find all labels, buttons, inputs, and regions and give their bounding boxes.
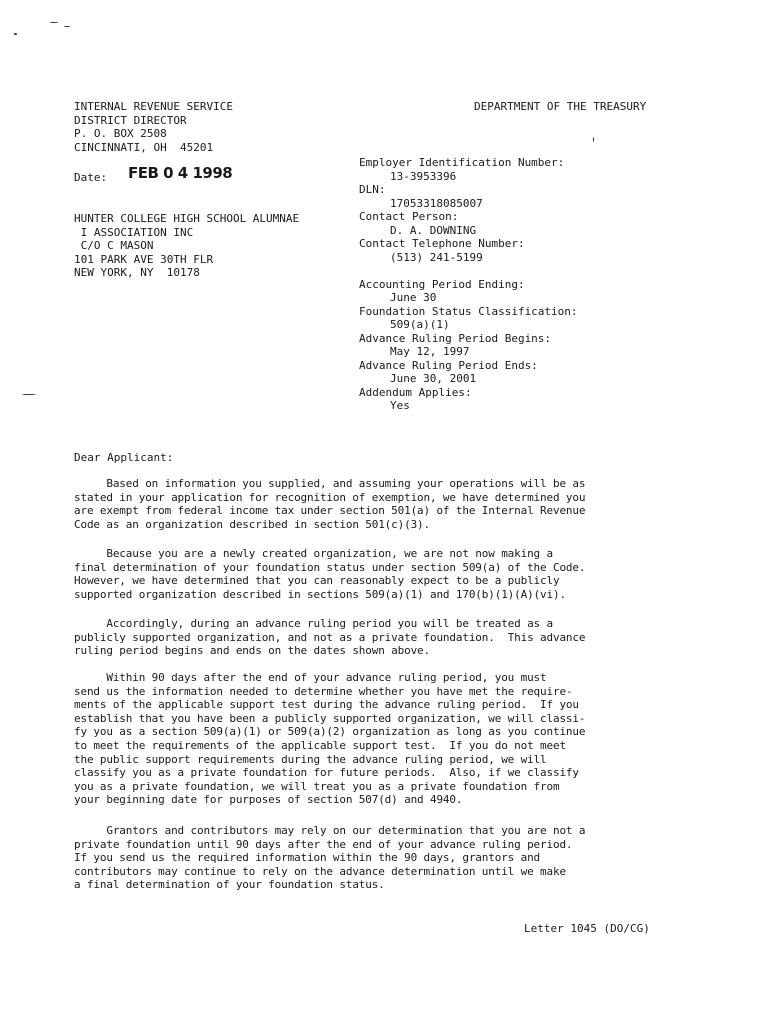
paragraph-line: fy you as a section 509(a)(1) or 509(a)(2) organization as long as you continue: [74, 725, 586, 739]
paragraph-line: supported organization described in sections 509(a)(1) and 170(b)(1)(A)(vi).: [74, 587, 566, 601]
sender-line: P. O. BOX 2508: [74, 127, 167, 140]
paragraph-line: However, we have determined that you can reasonably expect to be a publicly: [74, 574, 560, 588]
period-label: Accounting Period Ending:: [359, 277, 525, 291]
contact-label: Contact Person:: [359, 210, 459, 223]
paragraph-line: ruling period begins and ends on the dates shown above.: [74, 644, 430, 658]
paragraph-line: publicly supported organization, and not as a private foundation. This advance: [74, 630, 586, 644]
recipient-line: I ASSOCIATION INC: [74, 225, 194, 239]
sender-address: [74, 100, 233, 154]
recipient-line: HUNTER COLLEGE HIGH SCHOOL ALUMNAE: [74, 212, 300, 225]
paragraph-line: ments of the applicable support test during the advance ruling period. If you: [74, 698, 579, 712]
ein-value: 13-3953396: [390, 169, 457, 183]
paragraph-line: send us the information needed to determine whether you have met the require-: [74, 684, 573, 698]
paragraph-foundation-status: [74, 547, 674, 601]
sender-line: DISTRICT DIRECTOR: [74, 113, 187, 127]
paragraph-line: Within 90 days after the end of your advance ruling period, you must: [74, 671, 547, 684]
recipient-address: [74, 212, 299, 280]
phone-value: (513) 241-5199: [390, 250, 483, 264]
paragraph-line: Grantors and contributors may rely on our determination that you are not a: [74, 824, 586, 837]
contact-value: D. A. DOWNING: [390, 223, 477, 237]
ein-label: Employer Identification Number:: [359, 156, 565, 169]
paragraph-grantors: [74, 824, 674, 892]
dln-label: DLN:: [359, 183, 386, 196]
paragraph-line: you as a private foundation, we will treat you as a private foundation from: [74, 779, 560, 793]
recipient-line: 101 PARK AVE 30TH FLR: [74, 252, 214, 266]
paragraph-line: Because you are a newly created organization, we are not now making a: [74, 547, 553, 560]
sender-line: CINCINNATI, OH 45201: [74, 140, 214, 154]
paragraph-line: final determination of your foundation status under section 509(a) of the Code.: [74, 560, 586, 574]
paragraph-line: stated in your application for recognition of exemption, we have determined you: [74, 490, 586, 504]
sender-line: INTERNAL REVENUE SERVICE: [74, 100, 233, 113]
paragraph-line: Code as an organization described in section 501(c)(3).: [74, 517, 430, 531]
scan-speck: [14, 33, 17, 35]
recipient-line: C/O C MASON: [74, 239, 154, 252]
paragraph-line: establish that you have been a publicly supported organization, we will classi-: [74, 711, 586, 725]
addendum-value: Yes: [390, 399, 410, 412]
paragraph-line: are exempt from federal income tax under section 501(a) of the Internal Revenue: [74, 504, 586, 518]
phone-label: Contact Telephone Number:: [359, 237, 525, 250]
period-value: June 30: [390, 291, 437, 304]
ends-value: June 30, 2001: [390, 372, 477, 385]
addendum-label: Addendum Applies:: [359, 385, 472, 399]
spacer: [359, 264, 578, 278]
scan-speck: [64, 26, 70, 27]
paragraph-line: Based on information you supplied, and assuming your operations will be as: [74, 477, 586, 490]
paragraph-line: contributors may continue to rely on the advance determination until we make: [74, 864, 566, 878]
paragraph-line: a final determination of your foundation status.: [74, 878, 385, 892]
paragraph-exemption: [74, 477, 674, 531]
scan-speck: [50, 22, 58, 23]
info-block: [359, 156, 578, 413]
begins-value: May 12, 1997: [390, 345, 470, 358]
foundation-label: Foundation Status Classification:: [359, 304, 578, 318]
scan-speck: [22, 394, 36, 395]
paragraph-line: classify you as a private foundation for future periods. Also, if we classify: [74, 766, 579, 780]
paragraph-line: If you send us the required information within the 90 days, grantors and: [74, 851, 541, 865]
date-label: Date:: [74, 171, 108, 184]
paragraph-line: Accordingly, during an advance ruling period you will be treated as a: [74, 617, 553, 630]
paragraph-line: your beginning date for purposes of section 507(d) and 4940.: [74, 793, 463, 807]
date-stamp: FEB 0 4 1998: [128, 164, 233, 182]
begins-label: Advance Ruling Period Begins:: [359, 331, 552, 345]
paragraph-support-test: [74, 671, 674, 807]
paragraph-line: to meet the requirements of the applicable support test. If you do not meet: [74, 738, 566, 752]
paragraph-advance-ruling: [74, 617, 674, 658]
dln-value: 17053318085007: [390, 196, 483, 210]
letter-footer: Letter 1045 (DO/CG): [524, 922, 650, 935]
foundation-value: 509(a)(1): [390, 318, 450, 331]
paragraph-line: the public support requirements during the advance ruling period, we will: [74, 752, 547, 766]
ends-label: Advance Ruling Period Ends:: [359, 358, 538, 372]
department-heading: DEPARTMENT OF THE TREASURY: [474, 100, 647, 113]
paragraph-line: private foundation until 90 days after the end of your advance ruling period.: [74, 837, 573, 851]
salutation: Dear Applicant:: [74, 451, 174, 464]
recipient-line: NEW YORK, NY 10178: [74, 266, 200, 279]
scan-speck: [593, 137, 594, 142]
